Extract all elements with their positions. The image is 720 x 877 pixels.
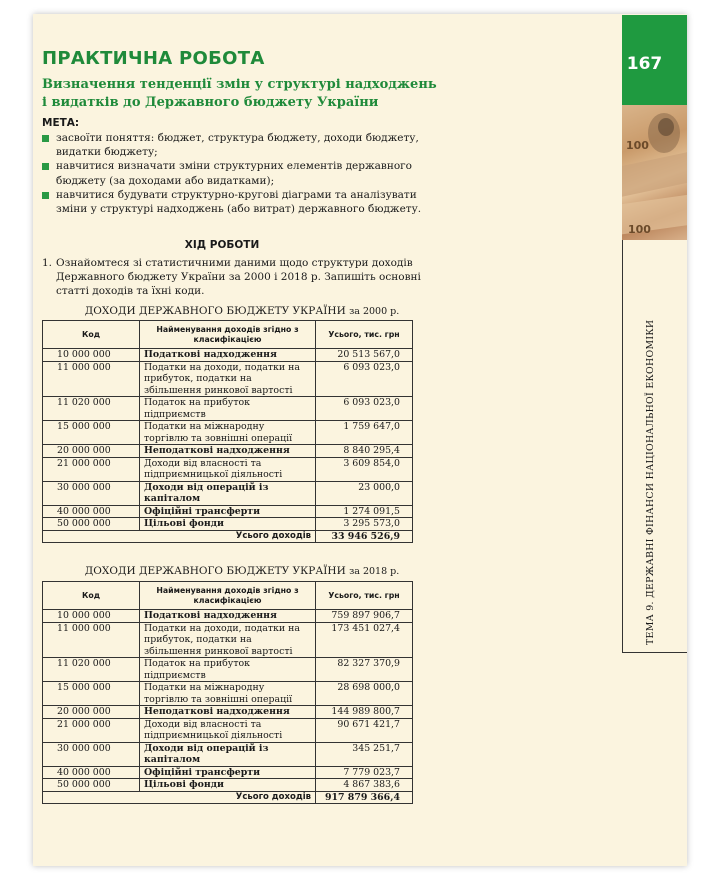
- col-header-amount: Усього, тис. грн: [316, 582, 413, 610]
- table-row: [43, 658, 413, 682]
- cell-code: 30 000 000: [43, 481, 140, 505]
- table-row: [43, 518, 413, 531]
- total-row: [43, 791, 413, 804]
- total-amount: 917 879 366,4: [316, 791, 413, 804]
- cell-name: Неподаткові надходження: [140, 706, 316, 719]
- cell-amount: 1 759 647,0: [316, 421, 413, 445]
- cell-code: 11 020 000: [43, 658, 140, 682]
- task-number: 1.: [42, 257, 53, 269]
- cell-amount: 90 671 421,7: [316, 718, 413, 742]
- cell-amount: 7 779 023,7: [316, 766, 413, 779]
- cell-amount: 6 093 023,0: [316, 397, 413, 421]
- table-caption-year: за 2000 р.: [349, 306, 400, 317]
- total-row: [43, 530, 413, 543]
- cell-name: Офіційні трансферти: [140, 505, 316, 518]
- cell-amount: 1 274 091,5: [316, 505, 413, 518]
- table-row: [43, 421, 413, 445]
- cell-code: 11 000 000: [43, 361, 140, 397]
- cell-amount: 23 000,0: [316, 481, 413, 505]
- cell-name: Доходи від операцій із капіталом: [140, 742, 316, 766]
- cell-amount: 144 989 800,7: [316, 706, 413, 719]
- cell-code: 10 000 000: [43, 349, 140, 362]
- cell-name: Податки на міжнародну торгівлю та зовнішні операції: [140, 421, 316, 445]
- cell-amount: 3 295 573,0: [316, 518, 413, 531]
- table-row: [43, 706, 413, 719]
- sidebar-base-rule: [622, 652, 687, 653]
- banknote-icon: [622, 105, 687, 240]
- table-caption-year: за 2018 р.: [349, 566, 400, 577]
- cell-amount: 759 897 906,7: [316, 610, 413, 623]
- cell-name: Податки на міжнародну торгівлю та зовнішні операції: [140, 682, 316, 706]
- goal-item: засвоїти поняття: бюджет, структура бюджету, доходи бюджету, видатки бюджету;: [42, 131, 447, 159]
- table-row: [43, 779, 413, 792]
- cell-code: 50 000 000: [43, 779, 140, 792]
- table-row: [43, 742, 413, 766]
- page-title: ПРАКТИЧНА РОБОТА: [42, 48, 265, 69]
- total-amount: 33 946 526,9: [316, 530, 413, 543]
- sidebar-topic: ТЕМА 9. ДЕРЖАВНІ ФІНАНСИ НАЦІОНАЛЬНОЇ ЕКОНОМІКИ: [645, 319, 656, 645]
- cell-name: Податки на доходи, податки на прибуток, податки на збільшення ринкової вартості: [140, 622, 316, 658]
- table-row: [43, 397, 413, 421]
- cell-amount: 345 251,7: [316, 742, 413, 766]
- cell-name: Податкові надходження: [140, 610, 316, 623]
- cell-amount: 28 698 000,0: [316, 682, 413, 706]
- table-row: [43, 766, 413, 779]
- cell-code: 40 000 000: [43, 505, 140, 518]
- table-row: [43, 481, 413, 505]
- table-row: [43, 349, 413, 362]
- cell-name: Цільові фонди: [140, 518, 316, 531]
- cell-amount: 4 867 383,6: [316, 779, 413, 792]
- table-row: [43, 610, 413, 623]
- table-row: [43, 622, 413, 658]
- table-caption-text: ДОХОДИ ДЕРЖАВНОГО БЮДЖЕТУ УКРАЇНИ: [84, 305, 346, 317]
- task-1: [42, 256, 444, 299]
- cell-code: 21 000 000: [43, 718, 140, 742]
- page-number: 167: [626, 54, 663, 74]
- cell-amount: 20 513 567,0: [316, 349, 413, 362]
- svg-text:100: 100: [626, 139, 649, 152]
- svg-text:100: 100: [628, 223, 651, 236]
- cell-code: 21 000 000: [43, 457, 140, 481]
- cell-amount: 173 451 027,4: [316, 622, 413, 658]
- goal-item: навчитися будувати структурно-кругові діаграми та аналізувати зміни у структурі надходжень (або витрат) державного бюджету.: [42, 188, 447, 216]
- cell-code: 15 000 000: [43, 682, 140, 706]
- table-row: [43, 445, 413, 458]
- cell-code: 50 000 000: [43, 518, 140, 531]
- task-text: Ознайомтеся зі статистичними даними щодо структури доходів Державного бюджету України за 2000 і 2018 р. Запишіть основні статті доходів та їхні коди.: [56, 257, 421, 298]
- cell-name: Неподаткові надходження: [140, 445, 316, 458]
- goal-item: навчитися визначати зміни структурних елементів державного бюджету (за доходами або видатками);: [42, 159, 447, 187]
- table-2018-caption: [42, 565, 442, 577]
- cell-name: Офіційні трансферти: [140, 766, 316, 779]
- table-2000-caption: [42, 305, 442, 317]
- table-row: [43, 361, 413, 397]
- table-row: [43, 457, 413, 481]
- banknote-image: [622, 105, 687, 240]
- cell-code: 20 000 000: [43, 445, 140, 458]
- cell-name: Доходи від власності та підприємницької діяльності: [140, 718, 316, 742]
- table-row: [43, 682, 413, 706]
- cell-code: 40 000 000: [43, 766, 140, 779]
- cell-code: 11 000 000: [43, 622, 140, 658]
- cell-code: 20 000 000: [43, 706, 140, 719]
- cell-code: 11 020 000: [43, 397, 140, 421]
- col-header-code: Код: [43, 582, 140, 610]
- table-caption-text: ДОХОДИ ДЕРЖАВНОГО БЮДЖЕТУ УКРАЇНИ: [84, 565, 346, 577]
- cell-amount: 82 327 370,9: [316, 658, 413, 682]
- total-blank-cell: [43, 791, 140, 804]
- cell-name: Податок на прибуток підприємств: [140, 397, 316, 421]
- cell-code: 10 000 000: [43, 610, 140, 623]
- work-heading: ХІД РОБОТИ: [184, 239, 260, 251]
- col-header-amount: Усього, тис. грн: [316, 321, 413, 349]
- goal-list: [42, 131, 447, 216]
- revenue-table-2000: [42, 320, 413, 543]
- cell-name: Податкові надходження: [140, 349, 316, 362]
- cell-amount: 6 093 023,0: [316, 361, 413, 397]
- page-subtitle: Визначення тенденції змін у структурі надходжень і видатків до Державного бюджету України: [42, 77, 437, 110]
- col-header-name: Найменування доходів згідно з класифікацією: [140, 582, 316, 610]
- total-blank-cell: [43, 530, 140, 543]
- cell-name: Доходи від власності та підприємницької діяльності: [140, 457, 316, 481]
- cell-name: Доходи від операцій із капіталом: [140, 481, 316, 505]
- total-label: Усього доходів: [140, 791, 316, 804]
- col-header-name: Найменування доходів згідно з класифікацією: [140, 321, 316, 349]
- revenue-table-2018: [42, 581, 413, 804]
- total-label: Усього доходів: [140, 530, 316, 543]
- goal-label: МЕТА:: [42, 117, 80, 129]
- cell-amount: 8 840 295,4: [316, 445, 413, 458]
- cell-amount: 3 609 854,0: [316, 457, 413, 481]
- table-row: [43, 505, 413, 518]
- cell-name: Податки на доходи, податки на прибуток, податки на збільшення ринкової вартості: [140, 361, 316, 397]
- sidebar-rule: [622, 240, 623, 652]
- cell-name: Податок на прибуток підприємств: [140, 658, 316, 682]
- cell-code: 15 000 000: [43, 421, 140, 445]
- table-row: [43, 718, 413, 742]
- col-header-code: Код: [43, 321, 140, 349]
- cell-code: 30 000 000: [43, 742, 140, 766]
- cell-name: Цільові фонди: [140, 779, 316, 792]
